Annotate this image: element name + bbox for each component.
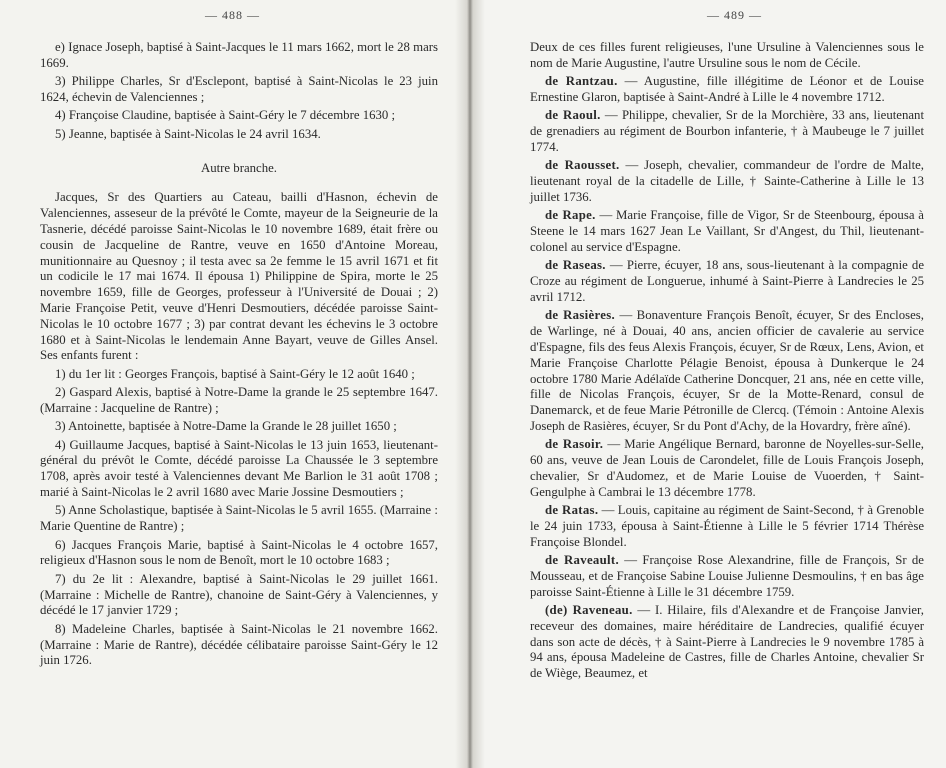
entry-rape — [530, 208, 924, 255]
child-3: 3) Antoinette, baptisée à Notre-Dame la Grande le 28 juillet 1650 ; — [55, 419, 397, 434]
child-4: 4) Guillaume Jacques, baptisé à Saint-Nicolas le 13 juin 1653, lieutenant-général du prévôt le Comte, décédé paroisse La Chaussée le 3 septembre 1708, après avoir testé à Valenciennes devant Me Barlion le 31 août 1708 ; marié à Saint-Nicolas le 2 avril 1680 avec Marie Jossine Desmoutiers ; — [40, 437, 438, 500]
entry-jeanne: 5) Jeanne, baptisée à Saint-Nicolas le 24 avril 1634. — [55, 126, 321, 141]
entry-francoise-claudine: 4) Françoise Claudine, baptisée à Saint-Géry le 7 décembre 1630 ; — [55, 108, 396, 123]
child-5: 5) Anne Scholastique, baptisée à Saint-Nicolas le 5 avril 1655. (Marraine : Marie Quentine de Rantre) ; — [40, 503, 438, 534]
entry-text: — I. Hilaire, fils d'Alexandre et de Françoise Janvier, receveur des domaines, maire héréditaire de Landrecies, qualifié écuyer dans son acte de décès, † à Saint-Pierre à Landrecies le 9 novembre 1785 à 94 ans, épousa Madeleine de Castres, fille de Charles Antoine, chevalier Sr de Wiège, Beaumez, et — [530, 603, 925, 681]
entry-ratas — [530, 503, 924, 550]
child-7: 7) du 2e lit : Alexandre, baptisé à Saint-Nicolas le 29 juillet 1661. (Marraine : Michelle de Rantre), chanoine de Saint-Géry à Valenciennes, y décédé le 17 janvier 1729 ; — [40, 571, 438, 618]
entry-text: — Louis, capitaine au régiment de Saint-Second, † à Grenoble le 24 juin 1733, épousa à Saint-Étienne à Lille le 5 février 1714 Thérèse Françoise Blondel. — [530, 503, 924, 549]
child-8: 8) Madeleine Charles, baptisée à Saint-Nicolas le 21 novembre 1662. (Marraine : Marie de Rantre), décédée célibataire paroisse Saint-Géry le 12 juin 1726. — [40, 621, 438, 668]
entry-text: — Françoise Rose Alexandrine, fille de François, Sr de Mousseau, et de Françoise Sabine Louise Julienne Desmoulins, † en bas âge paroisse Saint-Étienne à Lille le 31 décembre 1759. — [530, 553, 924, 599]
left-page — [0, 0, 470, 768]
entry-text: — Bonaventure François Benoît, écuyer, Sr des Encloses, de Warlinge, né à Douai, 40 ans, ancien officier de cavalerie au service d'Espagne, fils des feus Alexis François, écuyer, Sr de Rœux, Lens, Avion, et Marie Françoise Charlotte Pélagie Benoist, épousa à Dunkerque le 24 octobre 1780 Marie Adélaïde Catherine Doncquer, 21 ans, née en cette ville, fille de Nicolas François, écuyer, Sr de la Motte-Renard, consul de Danemarck, et de feue Marie Pétronille de Clercq. (Témoin : Antoine Alexis Joseph de Rasières, écuyer, Sr du Pont d'Achy, de la Hovardry, frère aîné). — [530, 308, 924, 433]
entry-rasoir — [530, 437, 924, 500]
page-number-left: — 488 — — [205, 8, 260, 22]
entry-text: — Marie Françoise, fille de Vigor, Sr de Steenbourg, épousa à Steene le 14 mars 1627 Jean Le Vaillant, Sr d'Angest, du Thil, lieutenant-colonel au service d'Espagne. — [530, 208, 924, 254]
entry-text: — Pierre, écuyer, 18 ans, sous-lieutenant à la compagnie de Croze au régiment de Longuerue, inhumé à Saint-Pierre à Landrecies le 25 avril 1712. — [530, 258, 925, 304]
entry-name: de Rantzau. — [545, 74, 618, 89]
entry-text: — Philippe, chevalier, Sr de la Morchière, 33 ans, lieutenant de grenadiers au régiment de Bourbon infanterie, † à Maubeuge le 7 juillet 1774. — [530, 108, 925, 154]
entry-raseas — [530, 258, 924, 305]
entry-philippe-charles: 3) Philippe Charles, Sr d'Esclepont, baptisé à Saint-Nicolas le 23 juin 1624, échevin de Valenciennes ; — [40, 74, 438, 104]
entry-name: de Raousset. — [545, 158, 620, 173]
entry-name: de Raoul. — [545, 108, 601, 123]
child-6: 6) Jacques François Marie, baptisé à Saint-Nicolas le 4 octobre 1657, religieux d'Hasnon sous le nom de Benoît, mort le 10 octobre 1683 ; — [40, 537, 438, 568]
entry-raveault — [530, 553, 924, 600]
child-1: 1) du 1er lit : Georges François, baptisé à Saint-Géry le 12 août 1640 ; — [55, 366, 415, 381]
entry-text: — Joseph, chevalier, commandeur de l'ordre de Malte, lieutenant royal de la citadelle de Lille, † Sainte-Catherine à Lille le 13 juillet 1736. — [530, 158, 925, 204]
right-page — [470, 0, 946, 768]
entry-name: de Rasières. — [545, 308, 615, 323]
entry-name: (de) Raveneau. — [545, 603, 633, 618]
entry-text: — Marie Angélique Bernard, baronne de Noyelles-sur-Selle, 60 ans, veuve de Jean Louis de Carondelet, fille de Louis François Joseph, chevalier, Sr d'Audomez, et de Marie Louise de Vuoerden, † Saint-Gengulphe à Cambrai le 13 décembre 1778. — [530, 437, 924, 499]
entry-rasieres — [530, 308, 924, 434]
entry-ignace: e) Ignace Joseph, baptisé à Saint-Jacques le 11 mars 1662, mort le 28 mars 1669. — [40, 40, 438, 70]
entry-rantzau — [530, 74, 924, 106]
page-number-right: — 489 — — [707, 8, 762, 22]
entry-raousset — [530, 158, 924, 205]
entry-name: de Raseas. — [545, 258, 606, 273]
book-gutter — [455, 0, 485, 768]
entry-name: de Rape. — [545, 208, 596, 223]
right-page-text — [530, 40, 924, 685]
entry-name: de Ratas. — [545, 503, 599, 518]
paragraph-jacques: Jacques, Sr des Quartiers au Cateau, bailli d'Hasnon, échevin de Valenciennes, asseseur de la prévôté le Comte, mayeur de la Seigneurie de la Tasnerie, décédé paroisse Saint-Nicolas le 10 novembre 1689, était frère ou cousin de Jacqueline de Rantre, veuve en 1650 d'Antoine Moreau, munitionnaire au Quesnoy ; il testa avec sa 2e femme le 15 avril 1671 et fit un codicile le 17 mai 1674. Il épousa 1) Philippine de Spira, morte le 25 novembre 1659, fille de Georges, professeur à l'Université de Douai ; 2) Marie Françoise Petit, veuve d'Henri Desmoutiers, décédée paroisse Saint-Nicolas le 10 octobre 1677 ; 3) par contrat devant les échevins le 3 octobre 1680 et à Saint-Nicolas le lendemain Anne Bayart, veuve de Gilles Ansel. Ses enfants furent : — [40, 190, 438, 363]
entry-text: — Augustine, fille illégitime de Léonor et de Louise Ernestine Glaron, baptisée à Saint-André à Lille le 4 novembre 1712. — [530, 74, 924, 104]
lead-paragraph: Deux de ces filles furent religieuses, l'une Ursuline à Valenciennes sous le nom de Marie Augustine, l'autre Ursuline sous le nom de Cécile. — [530, 40, 924, 70]
section-heading: Autre branche. — [200, 160, 278, 175]
child-2: 2) Gaspard Alexis, baptisé à Notre-Dame la grande le 25 septembre 1647. (Marraine : Jacqueline de Rantre) ; — [40, 385, 438, 415]
entry-name: de Raveault. — [545, 553, 619, 568]
entry-raoul — [530, 108, 924, 155]
left-page-text — [40, 40, 438, 672]
entry-name: de Rasoir. — [545, 437, 604, 452]
entry-raveneau — [530, 603, 924, 682]
